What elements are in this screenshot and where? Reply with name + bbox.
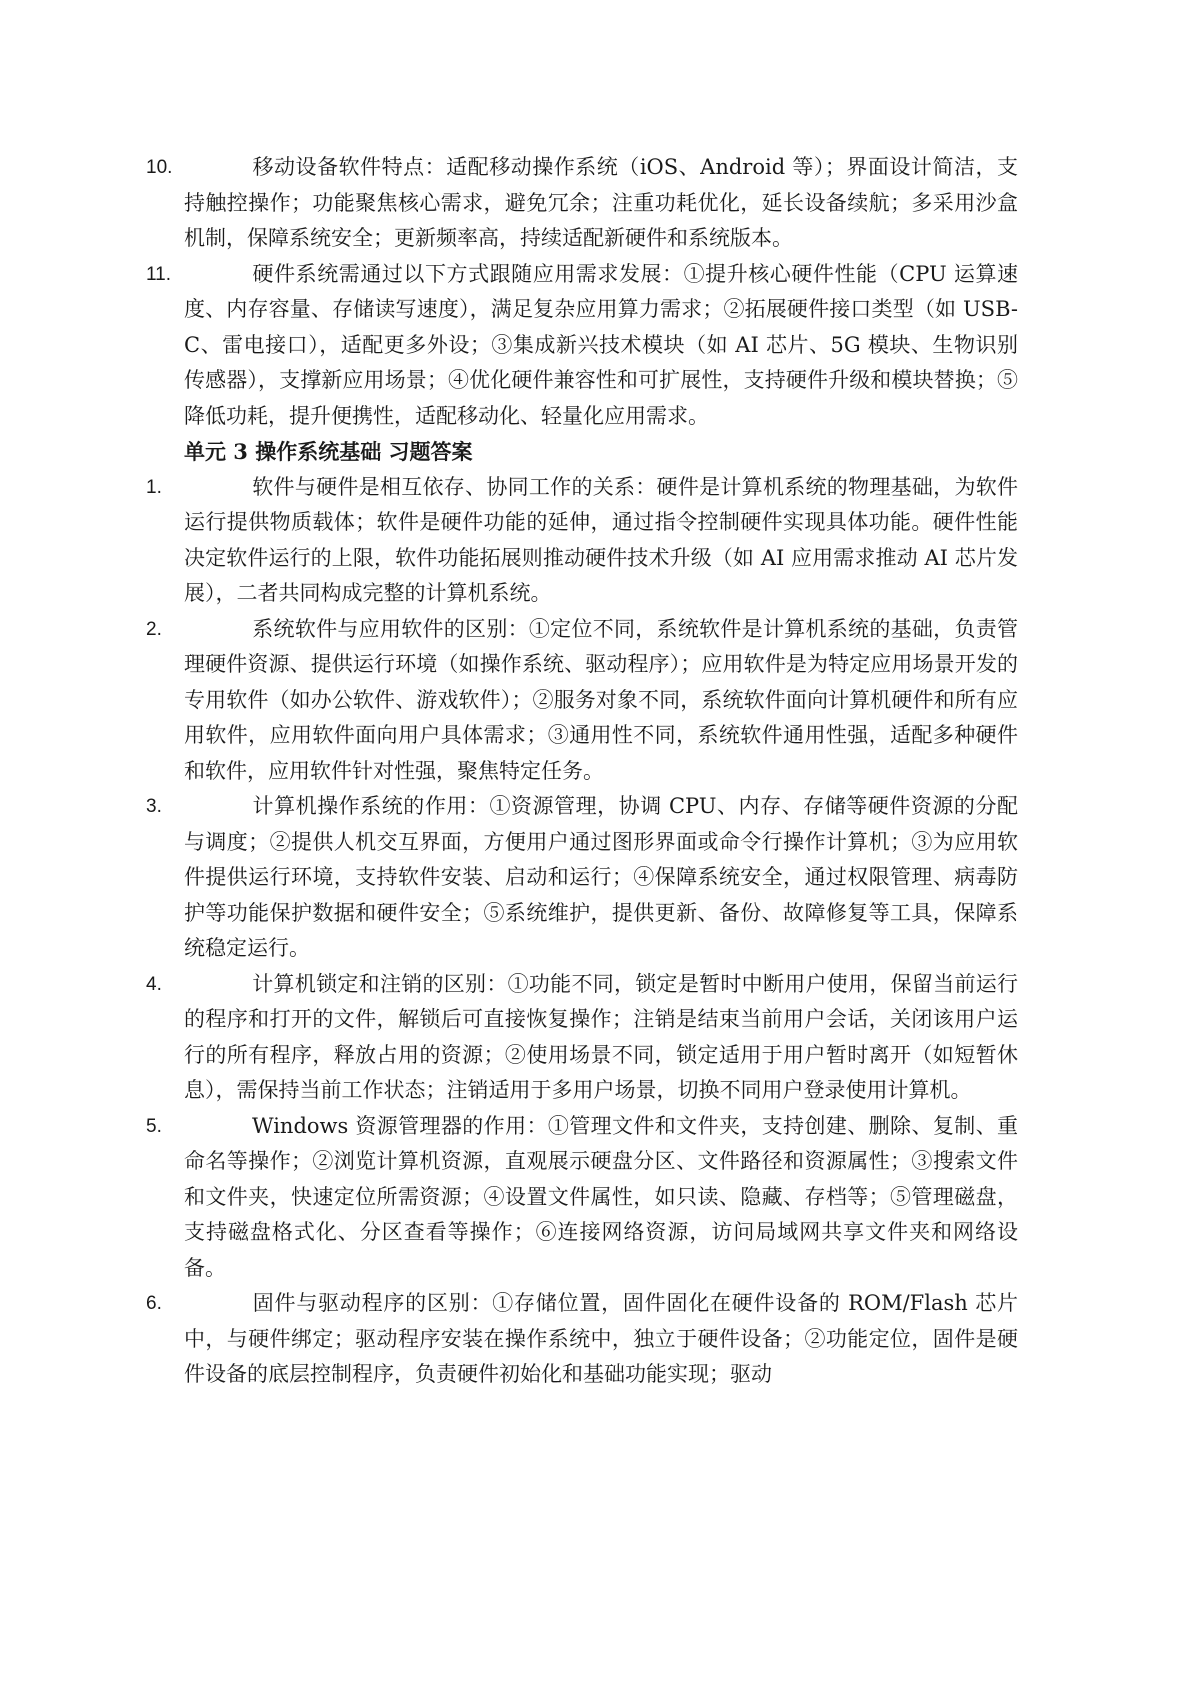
page-content: [146, 150, 1018, 1393]
answer-item-10: [146, 150, 1018, 257]
answer-item-1: [146, 470, 1018, 612]
answer-item-4: [146, 967, 1018, 1109]
answer-item-6: [146, 1286, 1018, 1393]
item-number: 6.: [146, 1293, 162, 1314]
item-text: 硬件系统需通过以下方式跟随应用需求发展：①提升核心硬件性能（CPU 运算速度、内存容量、存储读写速度），满足复杂应用算力需求；②拓展硬件接口类型（如 USB-C、雷电接口），适配更多外设；③集成新兴技术模块（如 AI 芯片、5G 模块、生物识别传感器），支撑新应用场景；④优化硬件兼容性和可扩展性，支持硬件升级和模块替换；⑤降低功耗，提升便携性，适配移动化、轻量化应用需求。: [184, 261, 1018, 428]
item-number: 1.: [146, 476, 162, 498]
item-number: 3.: [146, 796, 162, 817]
item-text: 移动设备软件特点：适配移动操作系统（iOS、Android 等）；界面设计简洁，支持触控操作；功能聚焦核心需求，避免冗余；注重功耗优化，延长设备续航；多采用沙盒机制，保障系统安全；更新频率高，持续适配新硬件和系统版本。: [184, 155, 1018, 250]
item-text: 计算机操作系统的作用：①资源管理，协调 CPU、内存、存储等硬件资源的分配与调度；②提供人机交互界面，方便用户通过图形界面或命令行操作计算机；③为应用软件提供运行环境，支持软件安装、启动和运行；④保障系统安全，通过权限管理、病毒防护等功能保护数据和硬件安全；⑤系统维护，提供更新、备份、故障修复等工具，保障系统稳定运行。: [184, 794, 1018, 960]
item-number: 11.: [146, 263, 172, 285]
item-number: 2.: [146, 618, 162, 640]
answer-item-3: [146, 789, 1018, 967]
answer-item-11: [146, 257, 1018, 435]
item-number: 4.: [146, 973, 162, 995]
answer-item-5: [146, 1109, 1018, 1287]
item-text: 计算机锁定和注销的区别：①功能不同，锁定是暂时中断用户使用，保留当前运行的程序和打开的文件，解锁后可直接恢复操作；注销是结束当前用户会话，关闭该用户运行的所有程序，释放占用的资源；②使用场景不同，锁定适用于用户暂时离开（如短暂休息），需保持当前工作状态；注销适用于多用户场景，切换不同用户登录使用计算机。: [184, 971, 1018, 1102]
item-number: 10.: [146, 157, 173, 178]
section-heading: 单元 3 操作系统基础 习题答案: [184, 439, 473, 464]
item-number: 5.: [146, 1115, 162, 1137]
item-text: 固件与驱动程序的区别：①存储位置，固件固化在硬件设备的 ROM/Flash 芯片中，与硬件绑定；驱动程序安装在操作系统中，独立于硬件设备；②功能定位，固件是硬件设备的底层控制程序，负责硬件初始化和基础功能实现；驱动: [184, 1291, 1018, 1386]
item-text: 系统软件与应用软件的区别：①定位不同，系统软件是计算机系统的基础，负责管理硬件资源、提供运行环境（如操作系统、驱动程序）；应用软件是为特定应用场景开发的专用软件（如办公软件、游戏软件）；②服务对象不同，系统软件面向计算机硬件和所有应用软件，应用软件面向用户具体需求；③通用性不同，系统软件通用性强，适配多种硬件和软件，应用软件针对性强，聚焦特定任务。: [184, 616, 1018, 783]
item-text: 软件与硬件是相互依存、协同工作的关系：硬件是计算机系统的物理基础，为软件运行提供物质载体；软件是硬件功能的延伸，通过指令控制硬件实现具体功能。硬件性能决定软件运行的上限，软件功能拓展则推动硬件技术升级（如 AI 应用需求推动 AI 芯片发展），二者共同构成完整的计算机系统。: [184, 474, 1018, 605]
answer-item-2: [146, 612, 1018, 790]
item-text: Windows 资源管理器的作用：①管理文件和文件夹，支持创建、删除、复制、重命名等操作；②浏览计算机资源，直观展示硬盘分区、文件路径和资源属性；③搜索文件和文件夹，快速定位所需资源；④设置文件属性，如只读、隐藏、存档等；⑤管理磁盘，支持磁盘格式化、分区查看等操作；⑥连接网络资源，访问局域网共享文件夹和网络设备。: [184, 1113, 1018, 1280]
